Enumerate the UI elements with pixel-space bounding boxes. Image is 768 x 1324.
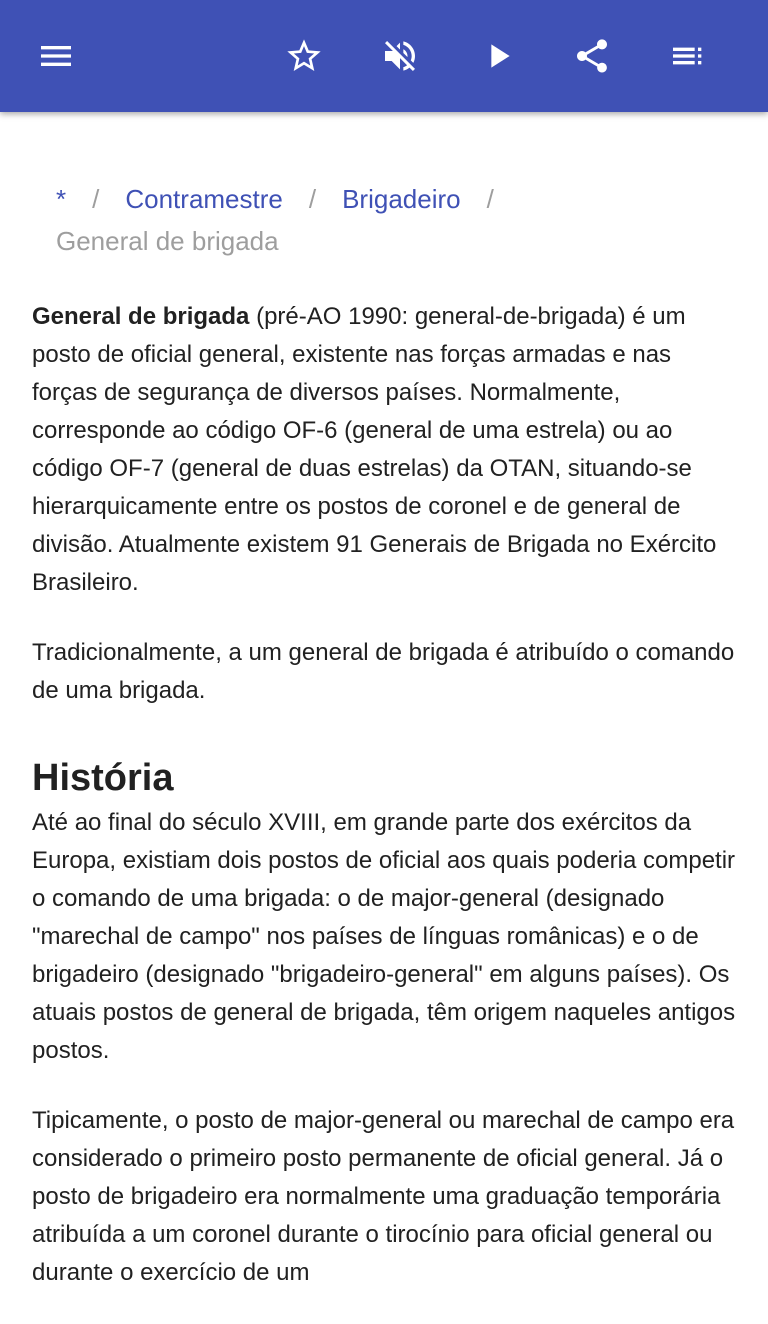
breadcrumb-current: General de brigada <box>56 226 279 256</box>
mute-button[interactable] <box>372 28 428 84</box>
breadcrumb-link-brigadeiro[interactable]: Brigadeiro <box>342 184 461 214</box>
intro-paragraph <box>32 298 736 602</box>
menu-icon <box>36 36 76 76</box>
section-heading: História <box>32 757 174 799</box>
breadcrumb <box>56 178 736 262</box>
volume-off-icon <box>380 36 420 76</box>
share-button[interactable] <box>564 28 620 84</box>
contents-button[interactable] <box>660 28 716 84</box>
favorite-button[interactable] <box>276 28 332 84</box>
play-button[interactable] <box>470 28 526 84</box>
intro-text: (pré-AO 1990: general-de-brigada) é um posto de oficial general, existente nas forças armadas e nas forças de segurança de diversos países. Normalmente, corresponde ao código OF-6 (general de uma estrela) ou ao código OF-7 (general de duas estrelas) da OTAN, situando-se hierarquicamente entre os postos de coronel e de general de divisão. Atualmente existem 91 Generais de Brigada no Exército Brasileiro. <box>32 303 717 596</box>
paragraph: Até ao final do século XVIII, em grande parte dos exércitos da Europa, existiam dois postos de oficial aos quais poderia competir o comando de uma brigada: o de major-general (designado "marechal de campo" nos países de línguas românicas) e o de brigadeiro (designado "brigadeiro-general" em alguns países). Os atuais postos de general de brigada, têm origem naqueles antigos postos. <box>32 809 736 1064</box>
play-icon <box>478 36 518 76</box>
breadcrumb-link-contramestre[interactable]: Contramestre <box>125 184 283 214</box>
paragraph: Tradicionalmente, a um general de brigada é atribuído o comando de uma brigada. <box>32 639 735 704</box>
article-body <box>32 298 736 1324</box>
app-toolbar <box>0 0 768 112</box>
breadcrumb-separator: / <box>92 184 100 214</box>
playlist-icon <box>668 36 708 76</box>
breadcrumb-separator: / <box>486 184 494 214</box>
share-icon <box>572 36 612 76</box>
star-outline-icon <box>284 36 324 76</box>
paragraph: Tipicamente, o posto de major-general ou marechal de campo era considerado o primeiro posto permanente de oficial general. Já o posto de brigadeiro era normalmente uma graduação temporária atribuída a um coronel durante o tirocínio para oficial general ou durante o exercício de um <box>32 1107 735 1286</box>
breadcrumb-separator: / <box>308 184 317 214</box>
breadcrumb-link-home[interactable]: * <box>56 184 67 214</box>
menu-button[interactable] <box>28 28 84 84</box>
intro-term: General de brigada <box>32 303 250 330</box>
